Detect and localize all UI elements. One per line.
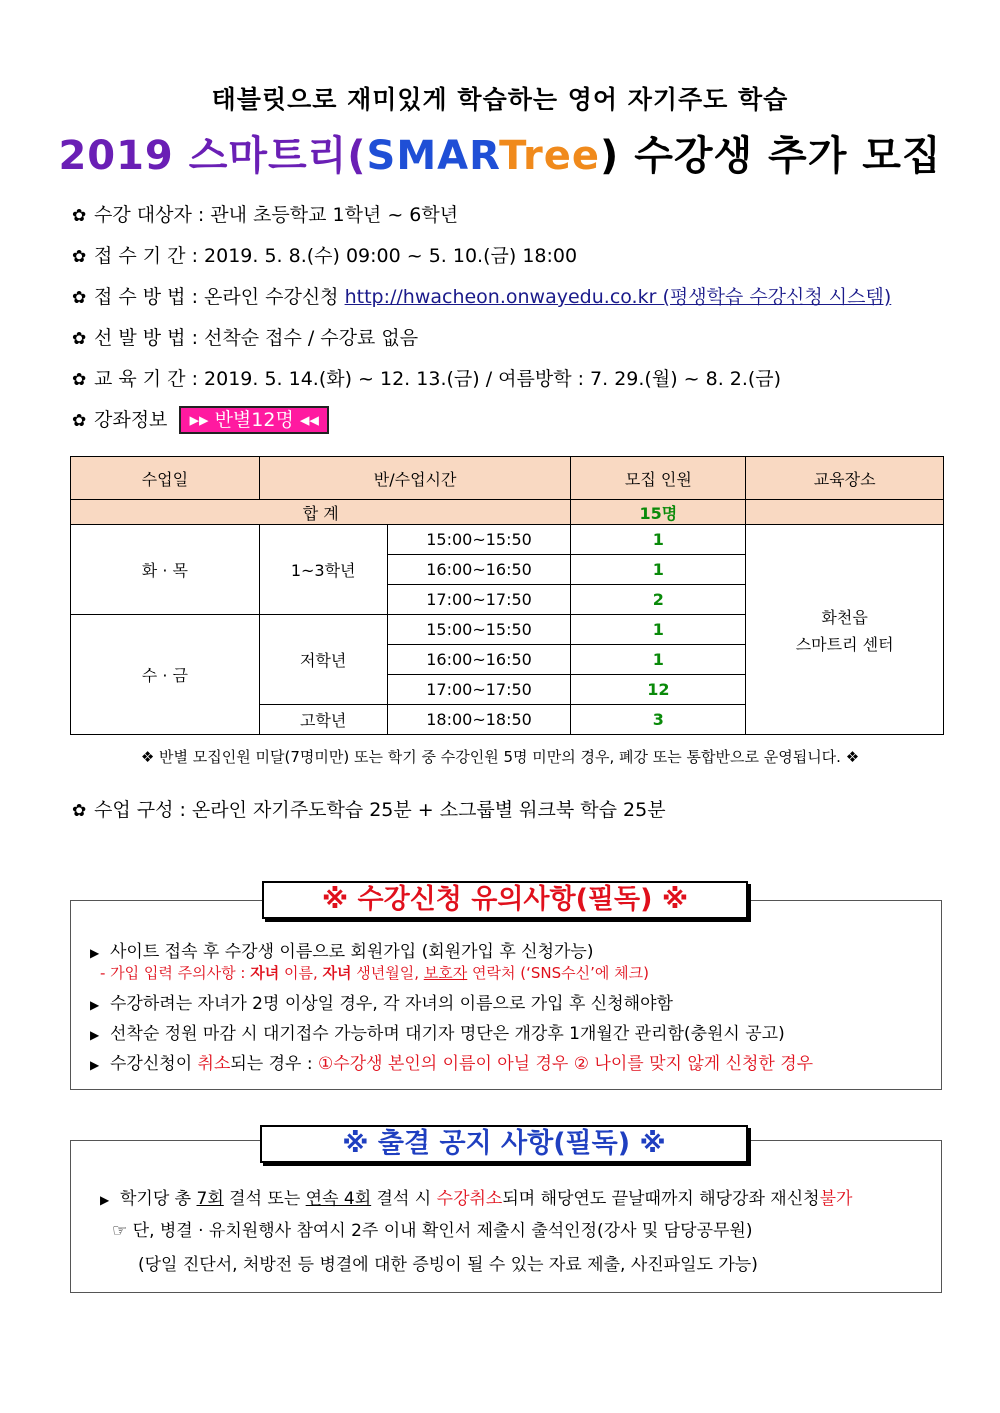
table-header-row — [71, 457, 944, 500]
grade-1-3: 1~3학년 — [259, 525, 387, 615]
registration-link[interactable]: http://hwacheon.onwayedu.co.kr (평생학습 수강신청 시스템) — [344, 286, 892, 308]
time-cell: 15:00~15:50 — [387, 525, 571, 555]
notice1-item4-cancel: 취소 — [197, 1054, 231, 1074]
place-cell — [746, 525, 944, 735]
n2-7times: 7회 — [196, 1189, 224, 1209]
time-cell: 17:00~17:50 — [387, 585, 571, 615]
count-cell: 1 — [571, 615, 746, 645]
day-wed-fri: 수 · 금 — [71, 615, 260, 735]
info-course — [72, 405, 329, 434]
title-tree: Tree — [499, 133, 600, 179]
time-cell: 17:00~17:50 — [387, 675, 571, 705]
day-tue-thu: 화 · 목 — [71, 525, 260, 615]
notice1-item4 — [90, 1049, 813, 1074]
subnote-a: - 가입 입력 주의사항 : — [100, 964, 251, 982]
page-subtitle: 태블릿으로 재미있게 학습하는 영어 자기주도 학습 — [211, 85, 789, 114]
notice1-item4-a: 수강신청이 — [110, 1054, 198, 1074]
info-edu-period-text: 교 육 기 간 : 2019. 5. 14.(화) ~ 12. 13.(금) / 여름방학 : 7. 29.(월) ~ 8. 2.(금) — [94, 368, 782, 390]
subnote-child1: 자녀 — [250, 964, 280, 982]
info-period-text: 접 수 기 간 : 2019. 5. 8.(수) 09:00 ~ 5. 10.(금) 18:00 — [94, 245, 578, 267]
notice2-item2: ☞ 단, 병결 · 유치원행사 참여시 2주 이내 확인서 제출시 출석인정(강사 및 담당공무원) — [112, 1221, 753, 1241]
place-line2: 스마트리 센터 — [795, 634, 894, 654]
course-badge: ▸▸ 반별12명 ◂◂ — [179, 406, 328, 434]
title-part1: 2019 스마트리( — [58, 133, 367, 179]
n2-c: 결석 또는 — [223, 1189, 306, 1209]
notice1-item4-c: 되는 경우 : — [230, 1054, 319, 1074]
class-structure-text: 수업 구성 : 온라인 자기주도학습 25분 + 소그룹별 워크북 학습 25분 — [94, 799, 666, 821]
notice1-item3-text: 선착순 정원 마감 시 대기접수 가능하며 대기자 명단은 개강후 1개월간 관리함(충원시 공고) — [110, 1024, 785, 1044]
total-value: 15명 — [571, 500, 746, 525]
subnote-child2: 자녀 — [322, 964, 352, 982]
info-edu-period — [72, 364, 781, 391]
time-cell: 18:00~18:50 — [387, 705, 571, 735]
subnote-guardian: 보호자 — [423, 964, 468, 982]
info-course-text: 강좌정보 — [94, 409, 168, 431]
triangle-bullet-icon: ▶ — [90, 1058, 100, 1072]
n2-cancel: 수강취소 — [436, 1189, 503, 1209]
closure-note: ❖ 반별 모집인원 미달(7명미만) 또는 학기 중 수강인원 5명 미만의 경우, 폐강 또는 통합반으로 운영됩니다. ❖ — [140, 748, 860, 766]
info-selection — [72, 323, 418, 350]
flower-icon: ✿ — [72, 206, 87, 226]
subnote-g: 연락처 (‘SNS수신’에 체크) — [467, 964, 649, 982]
notice1-item1 — [90, 937, 593, 962]
attendance-notice-title: ※ 출결 공지 사항(필독) ※ — [260, 1125, 748, 1163]
subnote-c: 이름, — [279, 964, 323, 982]
time-cell: 16:00~16:50 — [387, 555, 571, 585]
table-total-row — [71, 500, 944, 525]
info-target-text: 수강 대상자 : 관내 초등학교 1학년 ~ 6학년 — [94, 204, 459, 226]
notice2-item3: (당일 진단서, 처방전 등 병결에 대한 증빙이 될 수 있는 자료 제출, 사진파일도 가능) — [138, 1255, 758, 1275]
time-cell: 15:00~15:50 — [387, 615, 571, 645]
n2-consecutive: 연속 4회 — [305, 1189, 372, 1209]
flower-icon: ✿ — [72, 801, 87, 821]
registration-notice-title: ※ 수강신청 유의사항(필독) ※ — [262, 881, 748, 919]
count-cell: 1 — [571, 645, 746, 675]
notice1-item2-text: 수강하려는 자녀가 2명 이상일 경우, 각 자녀의 이름으로 가입 후 신청해야함 — [110, 994, 673, 1014]
flower-icon: ✿ — [72, 329, 87, 349]
count-cell: 12 — [571, 675, 746, 705]
place-line1: 화천읍 — [821, 607, 868, 627]
header-place: 교육장소 — [746, 457, 944, 500]
header-capacity: 모집 인원 — [571, 457, 746, 500]
info-target — [72, 200, 458, 227]
n2-g: 되며 해당연도 끝날때까지 해당강좌 재신청 — [502, 1189, 820, 1209]
n2-e: 결석 시 — [371, 1189, 437, 1209]
count-cell: 2 — [571, 585, 746, 615]
n2-a: 학기당 총 — [120, 1189, 197, 1209]
flower-icon: ✿ — [72, 370, 87, 390]
header-class-time: 반/수업시간 — [259, 457, 571, 500]
title-smar: SMAR — [366, 133, 500, 179]
total-empty — [746, 500, 944, 525]
flower-icon: ✿ — [72, 411, 87, 431]
table-row — [71, 525, 944, 555]
header-day: 수업일 — [71, 457, 260, 500]
notice1-item4-d: ①수강생 본인의 이름이 아닐 경우 ② 나이를 맞지 않게 신청한 경우 — [318, 1054, 814, 1074]
count-cell: 1 — [571, 525, 746, 555]
count-cell: 3 — [571, 705, 746, 735]
triangle-bullet-icon: ▶ — [100, 1193, 110, 1207]
info-method — [72, 282, 891, 309]
info-method-text: 접 수 방 법 : 온라인 수강신청 — [94, 286, 345, 308]
info-class-structure — [72, 795, 666, 822]
notice1-item1-text: 사이트 접속 후 수강생 이름으로 회원가입 (회원가입 후 신청가능) — [110, 942, 594, 962]
flower-icon: ✿ — [72, 288, 87, 308]
total-label: 합 계 — [71, 500, 571, 525]
notice1-subnote — [100, 962, 649, 983]
n2-impossible: 불가 — [819, 1189, 853, 1209]
schedule-table — [70, 456, 944, 735]
time-cell: 16:00~16:50 — [387, 645, 571, 675]
triangle-bullet-icon: ▶ — [90, 998, 100, 1012]
flower-icon: ✿ — [72, 247, 87, 267]
triangle-bullet-icon: ▶ — [90, 1028, 100, 1042]
grade-lower: 저학년 — [259, 615, 387, 705]
grade-upper: 고학년 — [259, 705, 387, 735]
page-title — [0, 124, 1000, 181]
info-period — [72, 241, 577, 268]
notice2-item1 — [100, 1184, 852, 1209]
notice1-item3 — [90, 1019, 785, 1044]
notice1-item2 — [90, 989, 673, 1014]
triangle-bullet-icon: ▶ — [90, 946, 100, 960]
subnote-e: 생년월일, — [351, 964, 424, 982]
title-part2: ) 수강생 추가 모집 — [600, 133, 942, 179]
info-selection-text: 선 발 방 법 : 선착순 접수 / 수강료 없음 — [94, 327, 419, 349]
count-cell: 1 — [571, 555, 746, 585]
